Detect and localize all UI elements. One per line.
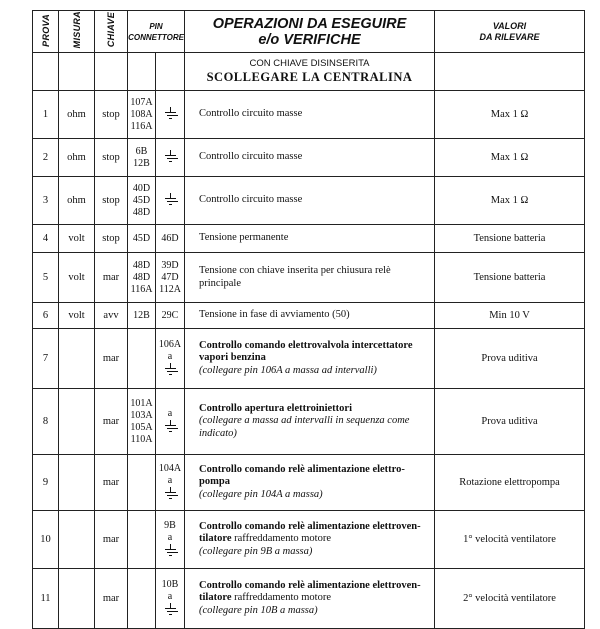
- table-row: [33, 389, 585, 455]
- table-row: [33, 177, 585, 225]
- prova-cell: 9: [33, 455, 59, 511]
- descrizione-nota: (collegare pin 104A a massa): [199, 488, 323, 500]
- pin-a-cell: [128, 177, 156, 225]
- pin-label: a: [167, 590, 173, 602]
- valore-cell: Tensione batteria: [435, 253, 585, 303]
- valore-cell: Min 10 V: [435, 303, 585, 329]
- intro-cell: [185, 53, 435, 91]
- misura-cell: ohm: [59, 177, 95, 225]
- pin-b-cell: [156, 389, 185, 455]
- prova-cell: 1: [33, 91, 59, 139]
- pin-a-cell: [128, 303, 156, 329]
- ground-icon: [165, 603, 176, 615]
- descrizione-text: Controllo circuito masse: [199, 151, 303, 163]
- valore-cell: Max 1 Ω: [435, 91, 585, 139]
- table-row: [33, 569, 585, 629]
- descrizione-cell: [185, 253, 435, 303]
- header-misura: MISURA: [59, 11, 95, 53]
- descrizione-nota: (collegare a massa ad intervalli in sequenza come indicato): [199, 415, 410, 439]
- pin-b-cell: [156, 177, 185, 225]
- pin-a-cell: [128, 511, 156, 569]
- pin-label: 47D: [161, 271, 179, 283]
- pin-label: 12B: [133, 157, 150, 169]
- descrizione-cell: [185, 569, 435, 629]
- chiave-cell: stop: [95, 177, 128, 225]
- pin-label: 106A: [158, 338, 182, 350]
- chiave-cell: mar: [95, 511, 128, 569]
- misura-cell: [59, 329, 95, 389]
- diagnostic-table: [32, 10, 585, 629]
- pin-label: 45D: [132, 232, 151, 244]
- header-chiave: CHIAVE: [95, 11, 128, 53]
- pin-a-cell: [128, 139, 156, 177]
- descrizione-text: Controllo circuito masse: [199, 194, 303, 206]
- pin-label: 48D: [132, 271, 151, 283]
- descrizione-titolo: Controllo comando relè alimentazione elettro-pompa: [199, 463, 405, 488]
- chiave-cell: stop: [95, 139, 128, 177]
- descrizione-cell: [185, 139, 435, 177]
- misura-cell: volt: [59, 253, 95, 303]
- prova-cell: 8: [33, 389, 59, 455]
- valore-cell: Rotazione elettropompa: [435, 455, 585, 511]
- descrizione-cell: [185, 511, 435, 569]
- header-valori: VALORI DA RILEVARE: [435, 11, 585, 53]
- pin-a-cell: [128, 253, 156, 303]
- descrizione-cell: [185, 455, 435, 511]
- table-row: [33, 253, 585, 303]
- pin-label: 116A: [130, 283, 153, 295]
- pin-label: 10B: [161, 578, 179, 590]
- descrizione-cell: [185, 389, 435, 455]
- descrizione-cell: [185, 177, 435, 225]
- chiave-cell: mar: [95, 253, 128, 303]
- pin-a-cell: [128, 455, 156, 511]
- pin-label: a: [167, 350, 173, 362]
- pin-label: 40D: [132, 182, 151, 194]
- valore-cell: Max 1 Ω: [435, 177, 585, 225]
- pin-label: a: [167, 407, 173, 419]
- pin-b-cell: [156, 253, 185, 303]
- descrizione-text: Controllo circuito masse: [199, 108, 303, 120]
- pin-b-cell: [156, 511, 185, 569]
- pin-label: 110A: [130, 433, 153, 445]
- pin-label: 39D: [161, 259, 179, 271]
- misura-cell: volt: [59, 303, 95, 329]
- table-row: [33, 139, 585, 177]
- prova-cell: 7: [33, 329, 59, 389]
- pin-label: a: [167, 474, 173, 486]
- descrizione-cell: [185, 225, 435, 253]
- intro-line2: SCOLLEGARE LA CENTRALINA: [206, 70, 413, 84]
- misura-cell: ohm: [59, 139, 95, 177]
- pin-b-cell: [156, 329, 185, 389]
- pin-label: 9B: [164, 519, 176, 531]
- misura-cell: [59, 511, 95, 569]
- pin-b-cell: [156, 303, 185, 329]
- pin-label: 45D: [132, 194, 151, 206]
- valore-cell: Tensione batteria: [435, 225, 585, 253]
- chiave-cell: stop: [95, 225, 128, 253]
- header-prova: PROVA: [33, 11, 59, 53]
- descrizione-extra: raffreddamento motore: [231, 533, 331, 545]
- prova-cell: 2: [33, 139, 59, 177]
- pin-a-cell: [128, 389, 156, 455]
- pin-label: 48D: [132, 206, 151, 218]
- intro-row: [33, 53, 585, 91]
- chiave-cell: mar: [95, 569, 128, 629]
- pin-a-cell: [128, 91, 156, 139]
- pin-label: 12B: [133, 309, 150, 321]
- pin-b-cell: [156, 225, 185, 253]
- ground-icon: [165, 107, 176, 119]
- pin-label: 116A: [130, 120, 153, 132]
- table-row: [33, 225, 585, 253]
- pin-label: 104A: [158, 462, 182, 474]
- descrizione-extra: raffreddamento motore: [231, 592, 331, 604]
- chiave-cell: mar: [95, 329, 128, 389]
- table-row: [33, 303, 585, 329]
- valore-cell: Prova uditiva: [435, 389, 585, 455]
- pin-label: 108A: [130, 108, 153, 120]
- pin-label: 29C: [161, 309, 179, 321]
- descrizione-nota: (collegare pin 106A a massa ad intervalli): [199, 364, 377, 376]
- table-row: [33, 329, 585, 389]
- chiave-cell: avv: [95, 303, 128, 329]
- chiave-cell: mar: [95, 389, 128, 455]
- pin-label: 103A: [130, 409, 153, 421]
- descrizione-text: Tensione in fase di avviamento (50): [199, 309, 350, 321]
- valore-cell: 2° velocità ventilatore: [435, 569, 585, 629]
- descrizione-cell: [185, 91, 435, 139]
- ground-wrap: [156, 420, 184, 436]
- pin-label: 107A: [130, 96, 153, 108]
- ground-icon: [165, 150, 176, 162]
- valore-cell: Max 1 Ω: [435, 139, 585, 177]
- descrizione-text: Tensione con chiave inserita per chiusura relè principale: [199, 265, 391, 289]
- ground-icon: [165, 544, 176, 556]
- header-row: [33, 11, 585, 53]
- descrizione-text: Tensione permanente: [199, 232, 289, 244]
- prova-cell: 11: [33, 569, 59, 629]
- pin-b-cell: [156, 569, 185, 629]
- table-row: [33, 91, 585, 139]
- misura-cell: volt: [59, 225, 95, 253]
- pin-label: 101A: [130, 397, 153, 409]
- descrizione-nota: (collegare pin 9B a massa): [199, 545, 313, 557]
- misura-cell: [59, 455, 95, 511]
- pin-label: a: [167, 531, 173, 543]
- ground-icon: [165, 420, 176, 432]
- ground-icon: [165, 363, 176, 375]
- pin-a-cell: [128, 329, 156, 389]
- prova-cell: 3: [33, 177, 59, 225]
- pin-a-cell: [128, 225, 156, 253]
- pin-label: 112A: [159, 283, 181, 295]
- descrizione-titolo: Controllo comando relè alimentazione elettroven-tilatore: [199, 520, 421, 545]
- ground-icon: [165, 193, 176, 205]
- misura-cell: ohm: [59, 91, 95, 139]
- pin-b-cell: [156, 139, 185, 177]
- pin-label: 6B: [135, 145, 148, 157]
- prova-cell: 10: [33, 511, 59, 569]
- prova-cell: 4: [33, 225, 59, 253]
- pin-label: 46D: [161, 232, 179, 244]
- intro-line1: CON CHIAVE DISINSERITA: [249, 58, 370, 69]
- ground-icon: [165, 487, 176, 499]
- chiave-cell: stop: [95, 91, 128, 139]
- valore-cell: 1° velocità ventilatore: [435, 511, 585, 569]
- pin-b-cell: [156, 455, 185, 511]
- ground-wrap: [156, 363, 184, 379]
- table-row: [33, 511, 585, 569]
- header-operazioni: OPERAZIONI DA ESEGUIRE e/o VERIFICHE: [185, 11, 435, 53]
- header-pin: PIN CONNETTORE: [128, 11, 185, 53]
- descrizione-titolo: Controllo comando relè alimentazione elettroven-tilatore: [199, 579, 421, 604]
- misura-cell: [59, 389, 95, 455]
- valore-cell: Prova uditiva: [435, 329, 585, 389]
- pin-b-cell: [156, 91, 185, 139]
- ground-wrap: [156, 487, 184, 503]
- misura-cell: [59, 569, 95, 629]
- pin-label: 105A: [130, 421, 153, 433]
- prova-cell: 6: [33, 303, 59, 329]
- descrizione-cell: [185, 329, 435, 389]
- prova-cell: 5: [33, 253, 59, 303]
- chiave-cell: mar: [95, 455, 128, 511]
- descrizione-cell: [185, 303, 435, 329]
- descrizione-titolo: Controllo apertura elettroiniettori: [199, 402, 353, 414]
- table-row: [33, 455, 585, 511]
- pin-label: 48D: [132, 259, 151, 271]
- ground-wrap: [156, 603, 184, 619]
- ground-wrap: [156, 544, 184, 560]
- descrizione-nota: (collegare pin 10B a massa): [199, 604, 318, 616]
- pin-a-cell: [128, 569, 156, 629]
- descrizione-titolo: Controllo comando elettrovalvola intercettatore vapori benzina: [199, 339, 413, 364]
